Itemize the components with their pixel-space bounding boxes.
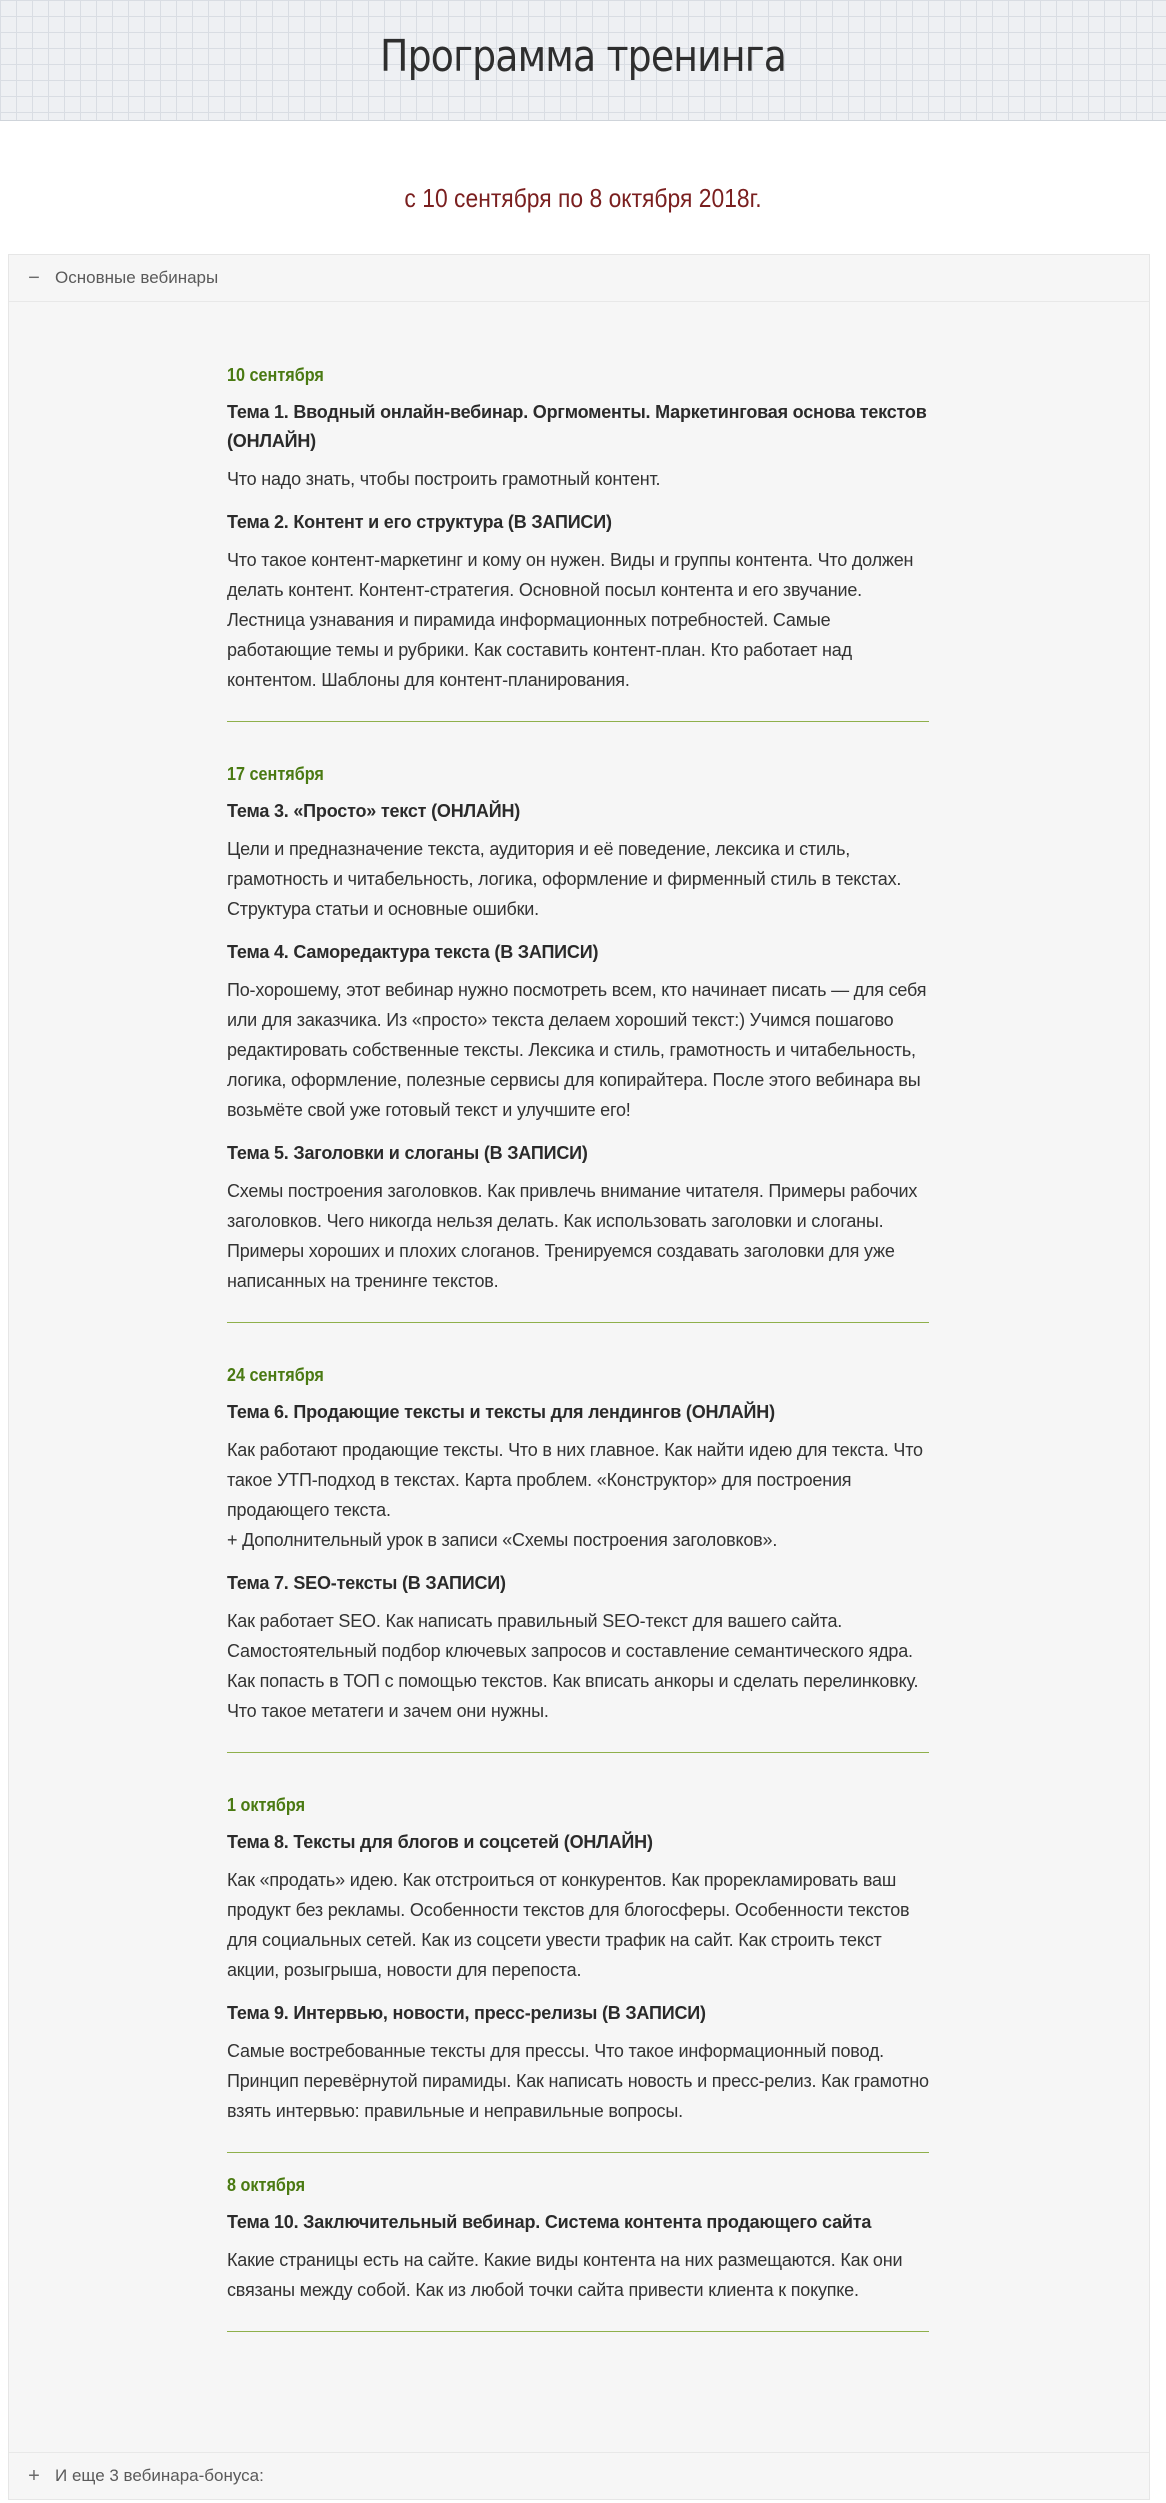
- schedule-section: [227, 2175, 929, 2332]
- section-date: 10 сентября: [227, 365, 324, 385]
- topic-description: Как «продать» идею. Как отстроиться от конкурентов. Как прорекламировать ваш продукт без рекламы. Особенности текстов для блогосферы. Особенности текстов для социальных сетей. Как из соцсети увести трафик на сайт. Как строить текст акции, розыгрыша, новости для перепоста.: [227, 1870, 910, 1980]
- section-date: 17 сентября: [227, 764, 324, 784]
- topic-title: Тема 6. Продающие тексты и тексты для лендингов (ОНЛАЙН): [227, 1402, 775, 1422]
- topic: [227, 1828, 929, 1985]
- topic-description: Что надо знать, чтобы построить грамотный контент.: [227, 469, 661, 489]
- topic: [227, 2208, 929, 2305]
- topic-description: Что такое контент-маркетинг и кому он нужен. Виды и группы контента. Что должен делать контент. Контент-стратегия. Основной посыл контента и его звучание. Лестница узнавания и пирамида информационных потребностей. Самые работающие темы и рубрики. Как составить контент-план. Кто работает над контентом. Шаблоны для контент-планирования.: [227, 550, 914, 690]
- minus-icon: −: [28, 267, 40, 289]
- topic: [227, 797, 929, 924]
- topic: [227, 1398, 929, 1555]
- topic-title: Тема 3. «Просто» текст (ОНЛАЙН): [227, 801, 521, 821]
- topic-title: Тема 1. Вводный онлайн-вебинар. Оргмоменты. Маркетинговая основа текстов (ОНЛАЙН): [227, 402, 927, 451]
- accordion-content: [227, 365, 929, 2332]
- topic-title: Тема 9. Интервью, новости, пресс-релизы (В ЗАПИСИ): [227, 2003, 706, 2023]
- section-date: 24 сентября: [227, 1365, 324, 1385]
- topic: [227, 398, 929, 494]
- accordion-label: И еще 3 вебинара-бонуса:: [55, 2466, 264, 2485]
- accordion-header-bonus-webinars[interactable]: [9, 2452, 1149, 2499]
- section-date: 1 октября: [227, 1795, 306, 1815]
- page-title: Программа тренинга: [379, 30, 787, 82]
- topic-description: Как работает SEO. Как написать правильный SEO-текст для вашего сайта. Самостоятельный подбор ключевых запросов и составление семантического ядра. Как попасть в ТОП с помощью текстов. Как вписать анкоры и сделать перелинковку. Что такое метатеги и зачем они нужны.: [227, 1611, 919, 1721]
- topic-description: Цели и предназначение текста, аудитория и её поведение, лексика и стиль, грамотность и читабельность, логика, оформление и фирменный стиль в текстах. Структура статьи и основные ошибки.: [227, 839, 902, 919]
- topic-title: Тема 4. Саморедактура текста (В ЗАПИСИ): [227, 942, 599, 962]
- schedule-section: [227, 1365, 929, 1753]
- topic-title: Тема 8. Тексты для блогов и соцсетей (ОНЛАЙН): [227, 1832, 653, 1852]
- topic-description: Самые востребованные тексты для прессы. Что такое информационный повод. Принцип перевёрнутой пирамиды. Как написать новость и пресс-релиз. Как грамотно взять интервью: правильные и неправильные вопросы.: [227, 2041, 929, 2121]
- schedule-section: [227, 1795, 929, 2153]
- topic-title: Тема 5. Заголовки и слоганы (В ЗАПИСИ): [227, 1143, 588, 1163]
- topic: [227, 1569, 929, 1726]
- topic: [227, 938, 929, 1125]
- schedule-section: [227, 764, 929, 1323]
- topic: [227, 1999, 929, 2126]
- topic-description: Какие страницы есть на сайте. Какие виды контента на них размещаются. Как они связаны между собой. Как из любой точки сайта привести клиента к покупке.: [227, 2250, 903, 2300]
- topic-title: Тема 10. Заключительный вебинар. Система контента продающего сайта: [227, 2212, 872, 2232]
- topic-title: Тема 2. Контент и его структура (В ЗАПИСИ): [227, 512, 612, 532]
- topic-bonus-note: + Дополнительный урок в записи «Схемы построения заголовков».: [227, 1530, 778, 1550]
- plus-icon: +: [28, 2465, 40, 2487]
- accordion-header-main-webinars[interactable]: [9, 255, 1149, 302]
- page-header: [0, 0, 1166, 121]
- topic: [227, 508, 929, 695]
- topic-title: Тема 7. SEO-тексты (В ЗАПИСИ): [227, 1573, 506, 1593]
- accordion-main-webinars: [8, 254, 1150, 2500]
- topic-description: Схемы построения заголовков. Как привлечь внимание читателя. Примеры рабочих заголовков. Чего никогда нельзя делать. Как использовать заголовки и слоганы. Примеры хороших и плохих слоганов. Тренируемся создавать заголовки для уже написанных на тренинге текстов.: [227, 1181, 918, 1291]
- section-date: 8 октября: [227, 2175, 306, 2195]
- training-date-range: с 10 сентября по 8 октября 2018г.: [404, 183, 762, 213]
- topic: [227, 1139, 929, 1296]
- accordion-label: Основные вебинары: [55, 268, 219, 287]
- topic-description: Как работают продающие тексты. Что в них главное. Как найти идею для текста. Что такое УТП-подход в текстах. Карта проблем. «Конструктор» для построения продающего текста.: [227, 1440, 923, 1520]
- topic-description: По-хорошему, этот вебинар нужно посмотреть всем, кто начинает писать — для себя или для заказчика. Из «просто» текста делаем хороший текст:) Учимся пошагово редактировать собственные тексты. Лексика и стиль, грамотность и читабельность, логика, оформление, полезные сервисы для копирайтера. После этого вебинара вы возьмёте свой уже готовый текст и улучшите его!: [227, 980, 927, 1120]
- schedule-section: [227, 365, 929, 722]
